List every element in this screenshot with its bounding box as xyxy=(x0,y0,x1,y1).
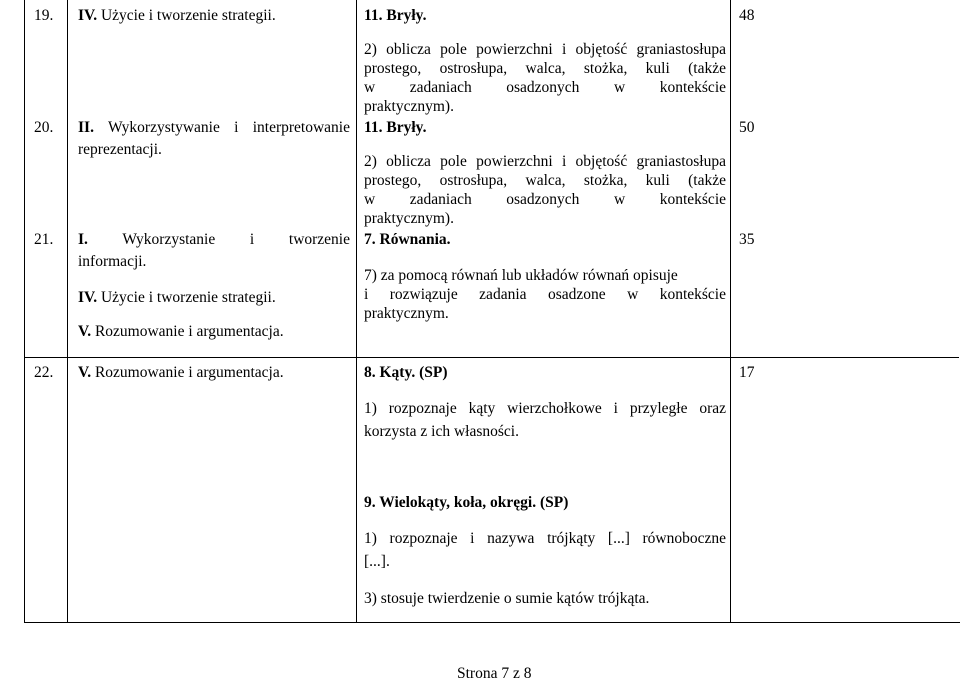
requirement-code: IV. xyxy=(78,7,98,24)
requirement-code: II. xyxy=(78,119,94,136)
row-22-desc-1-line-2: korzysta z ich własności. xyxy=(364,423,519,440)
requirement-text: Użycie i tworzenie strategii. xyxy=(100,289,276,306)
requirement-code: IV. xyxy=(78,289,98,306)
row-21-topic: 7. Równania. xyxy=(364,231,451,248)
row-22-topic-1: 8. Kąty. (SP) xyxy=(364,364,448,381)
row-20-desc-line-2: prostego, ostrosłupa, walca, stożka, kuli (także xyxy=(364,172,726,189)
row-20-topic: 11. Bryły. xyxy=(364,119,427,136)
row-22-desc-1-line-1: 1) rozpoznaje kąty wierzchołkowe i przyległe oraz xyxy=(364,400,726,417)
row-21-desc-line-1: 7) za pomocą równań lub układów równań opisuje xyxy=(364,267,678,284)
row-21-requirement-3 xyxy=(78,321,284,342)
requirement-text: Użycie i tworzenie strategii. xyxy=(100,7,276,24)
row-22-number: 22. xyxy=(34,364,54,381)
row-20-requirement-line-1 xyxy=(78,117,350,138)
row-20-requirement-line-2: reprezentacji. xyxy=(78,141,162,158)
requirement-code: V. xyxy=(78,364,92,381)
row-19-desc-line-3: w zadaniach osadzonych w kontekście xyxy=(364,79,726,96)
row-20-desc-line-3: w zadaniach osadzonych w kontekście xyxy=(364,191,726,208)
requirement-text: Wykorzystanie i tworzenie xyxy=(122,231,350,248)
row-19-topic: 11. Bryły. xyxy=(364,7,427,24)
row-19-points: 48 xyxy=(739,7,755,24)
page-number: Strona 7 z 8 xyxy=(457,665,532,682)
row-19-number: 19. xyxy=(34,7,54,24)
row-22-desc-2-line-2: [...]. xyxy=(364,553,390,570)
row-22-points: 17 xyxy=(739,364,755,381)
column-divider-requirements xyxy=(356,0,357,622)
row-21-desc-line-2: i rozwiązuje zadania osadzone w kontekście xyxy=(364,286,726,303)
row-20-number: 20. xyxy=(34,119,54,136)
row-20-desc-line-4: praktycznym). xyxy=(364,210,454,227)
row-21-points: 35 xyxy=(739,231,755,248)
row-22-desc-3: 3) stosuje twierdzenie o sumie kątów trójkąta. xyxy=(364,590,650,607)
row-22-topic-2: 9. Wielokąty, koła, okręgi. (SP) xyxy=(364,494,569,511)
requirement-code: I. xyxy=(78,231,88,248)
row-21-requirement-1-line-1 xyxy=(78,229,350,250)
requirement-text: Rozumowanie i argumentacja. xyxy=(94,323,284,340)
row-19-requirement xyxy=(78,5,276,26)
row-19-desc-line-4: praktycznym). xyxy=(364,98,454,115)
row-divider xyxy=(24,357,959,358)
requirement-text: Rozumowanie i argumentacja. xyxy=(94,364,284,381)
row-20-points: 50 xyxy=(739,119,755,136)
column-divider-content xyxy=(730,0,731,622)
row-22-requirement xyxy=(78,362,284,383)
row-22-desc-2-line-1: 1) rozpoznaje i nazywa trójkąty [...] równoboczne xyxy=(364,530,726,547)
requirement-code: V. xyxy=(78,323,92,340)
row-21-number: 21. xyxy=(34,231,54,248)
row-21-requirement-1-line-2: informacji. xyxy=(78,253,147,270)
column-divider-lp xyxy=(67,0,68,622)
row-19-desc-line-1: 2) oblicza pole powierzchni i objętość graniastosłupa xyxy=(364,41,726,58)
row-21-desc-line-3: praktycznym. xyxy=(364,305,449,322)
requirement-text: Wykorzystywanie i interpretowanie xyxy=(107,119,350,136)
row-19-desc-line-2: prostego, ostrosłupa, walca, stożka, kuli (także xyxy=(364,60,726,77)
row-20-desc-line-1: 2) oblicza pole powierzchni i objętość graniastosłupa xyxy=(364,153,726,170)
row-21-requirement-2 xyxy=(78,287,276,308)
